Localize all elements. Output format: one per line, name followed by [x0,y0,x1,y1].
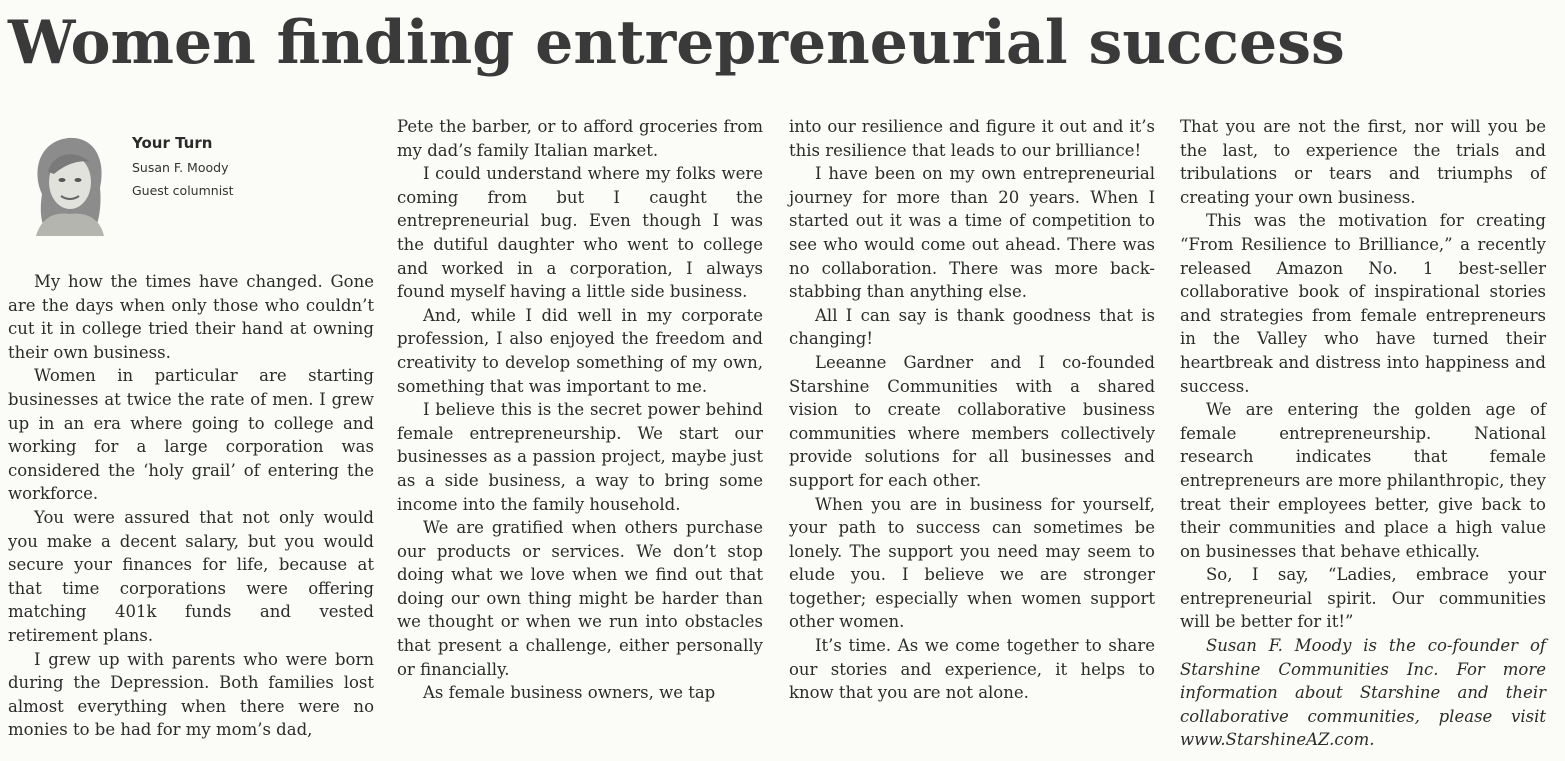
paragraph: I believe this is the secret power behind female entrepreneurship. We start our businesses as a passion project, maybe just as a side business, a way to bring some income into the family household. [397,400,763,514]
article-column-3 [789,115,1155,705]
article-column-1 [8,270,374,742]
byline-author-name: Susan F. Moody [132,160,229,175]
paragraph: I grew up with parents who were born during the Depression. Both families lost almost everything when there were no monies to be had for my mom’s dad, [8,649,374,740]
paragraph: You were assured that not only would you make a decent salary, but you would secure your finances for life, because at that time corporations were offering matching 401k funds and vested retirement plans. [8,507,374,645]
paragraph-continuation: into our resilience and figure it out and it’s this resilience that leads to our brilliance! [789,117,1155,160]
article-column-2 [397,115,763,705]
author-photo [28,132,110,236]
byline-box [10,128,380,238]
byline-author-role: Guest columnist [132,183,234,198]
paragraph: I could understand where my folks were coming from but I caught the entrepreneurial bug. Even though I was the dutiful daughter who went to college and worked in a corporation, I always found myself having a little side business. [397,164,763,302]
paragraph: We are gratified when others purchase our products or services. We don’t stop doing what we love when we find out that doing our own thing might be harder than we thought or when we run into obstacles that present a challenge, either personally or financially. [397,518,763,679]
paragraph: It’s time. As we come together to share our stories and experience, it helps to know that you are not alone. [789,636,1155,703]
paragraph-continuation: That you are not the first, nor will you be the last, to experience the trials and tribulations or tears and triumphs of creating your own business. [1180,117,1546,207]
paragraph: My how the times have changed. Gone are the days when only those who couldn’t cut it in college tried their hand at owning their own business. [8,272,374,362]
article-column-4 [1180,115,1546,752]
paragraph: This was the motivation for creating “From Resilience to Brilliance,” a recently released Amazon No. 1 best-seller collaborative book of inspirational stories and strategies from female entrepreneurs in the Valley who have turned their heartbreak and distress into happiness and success. [1180,211,1546,396]
paragraph: When you are in business for yourself, your path to success can sometimes be lonely. The support you need may seem to elude you. I believe we are stronger together; especially when women support other women. [789,494,1155,632]
paragraph: So, I say, “Ladies, embrace your entrepreneurial spirit. Our communities will be better for it!” [1180,565,1546,632]
author-signoff: Susan F. Moody is the co-founder of Starshine Communities Inc. For more information about Starshine and their collaborative communities, please visit www.StarshineAZ.com. [1180,636,1546,750]
byline-kicker: Your Turn [132,134,213,152]
paragraph: As female business owners, we tap [423,683,716,703]
paragraph-continuation: Pete the barber, or to afford groceries from my dad’s family Italian market. [397,117,763,160]
paragraph: Women in particular are starting businesses at twice the rate of men. I grew up in an era where going to college and working for a large corporation was considered the ‘holy grail’ of entering the workforce. [8,366,374,504]
paragraph: And, while I did well in my corporate profession, I also enjoyed the freedom and creativity to develop something of my own, something that was important to me. [397,305,763,396]
paragraph: I have been on my own entrepreneurial journey for more than 20 years. When I started out it was a time of competition to see who would come out ahead. There was no collaboration. There was more back-stabbing than anything else. [789,164,1155,302]
paragraph: Leeanne Gardner and I co-founded Starshine Communities with a shared vision to create collaborative business communities where members collectively provide solutions for all businesses and support for each other. [789,352,1155,490]
paragraph: We are entering the golden age of female entrepreneurship. National research indicates that female entrepreneurs are more philanthropic, they treat their employees better, give back to their communities and place a high value on businesses that behave ethically. [1180,400,1546,561]
paragraph: All I can say is thank goodness that is changing! [789,305,1155,349]
headline: Women finding entrepreneurial success [8,8,1345,78]
